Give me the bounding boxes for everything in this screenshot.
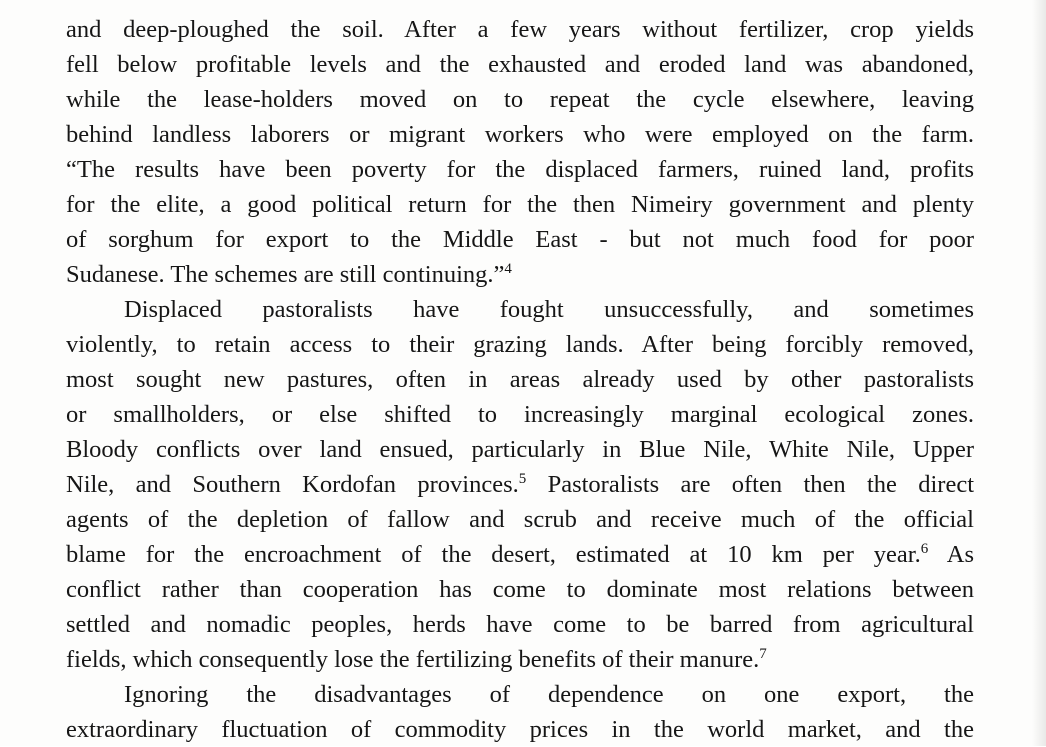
line-text: blame for the encroachment of the desert, estimated at 10 km per year. <box>66 541 921 568</box>
text-line <box>66 82 974 117</box>
text-line <box>66 117 974 152</box>
text-line <box>66 222 974 257</box>
line-text: or smallholders, or else shifted to increasingly marginal ecological zones. <box>66 401 974 428</box>
line-text: behind landless laborers or migrant workers who were employed on the farm. <box>66 121 974 148</box>
line-text: most sought new pastures, often in areas already used by other pastoralists <box>66 366 974 393</box>
line-text: “The results have been poverty for the displaced farmers, ruined land, profits <box>66 156 974 183</box>
line-text: agents of the depletion of fallow and scrub and receive much of the official <box>66 506 974 533</box>
line-text: while the lease-holders moved on to repeat the cycle elsewhere, leaving <box>66 86 974 113</box>
text-line <box>66 607 974 642</box>
line-text: violently, to retain access to their grazing lands. After being forcibly removed, <box>66 331 974 358</box>
text-line <box>66 257 974 292</box>
line-text: Nile, and Southern Kordofan provinces. <box>66 471 519 498</box>
text-line <box>66 712 974 747</box>
text-line <box>66 327 974 362</box>
line-text: conflict rather than cooperation has come to dominate most relations between <box>66 576 974 603</box>
line-text: for the elite, a good political return for the then Nimeiry government and plenty <box>66 191 974 218</box>
footnote-marker: 6 <box>920 541 929 557</box>
line-text: extraordinary fluctuation of commodity prices in the world market, and the <box>66 716 974 743</box>
line-text: fell below profitable levels and the exhausted and eroded land was abandoned, <box>66 51 974 78</box>
line-text: Bloody conflicts over land ensued, particularly in Blue Nile, White Nile, Upper <box>66 436 974 463</box>
text-line <box>66 397 974 432</box>
footnote-marker: 5 <box>518 471 527 487</box>
line-text: fields, which consequently lose the fertilizing benefits of their manure. <box>66 646 760 673</box>
line-text: and deep-ploughed the soil. After a few years without fertilizer, crop yields <box>66 16 974 43</box>
footnote-marker: 4 <box>504 261 512 277</box>
line-text: Sudanese. The schemes are still continuing.” <box>66 261 505 288</box>
page-edge-shadow <box>1032 0 1046 746</box>
text-line <box>66 502 974 537</box>
text-line <box>66 292 974 327</box>
text-line <box>66 152 974 187</box>
text-line <box>66 47 974 82</box>
text-line <box>66 187 974 222</box>
line-text-continued: Pastoralists are often then the direct <box>526 471 975 498</box>
line-text: Displaced pastoralists have fought unsuccessfully, and sometimes <box>124 296 974 323</box>
line-text: Ignoring the disadvantages of dependence on one export, the <box>124 681 974 708</box>
text-line <box>66 572 974 607</box>
line-text: of sorghum for export to the Middle East - but not much food for poor <box>66 226 974 253</box>
text-line <box>66 677 974 712</box>
text-line <box>66 12 974 47</box>
text-line <box>66 642 974 677</box>
line-text: settled and nomadic peoples, herds have come to be barred from agricultural <box>66 611 974 638</box>
text-line <box>66 432 974 467</box>
line-text-continued: As <box>928 541 974 568</box>
text-line <box>66 537 974 572</box>
text-line <box>66 467 974 502</box>
body-text <box>66 12 974 747</box>
footnote-marker: 7 <box>759 646 767 662</box>
text-line <box>66 362 974 397</box>
